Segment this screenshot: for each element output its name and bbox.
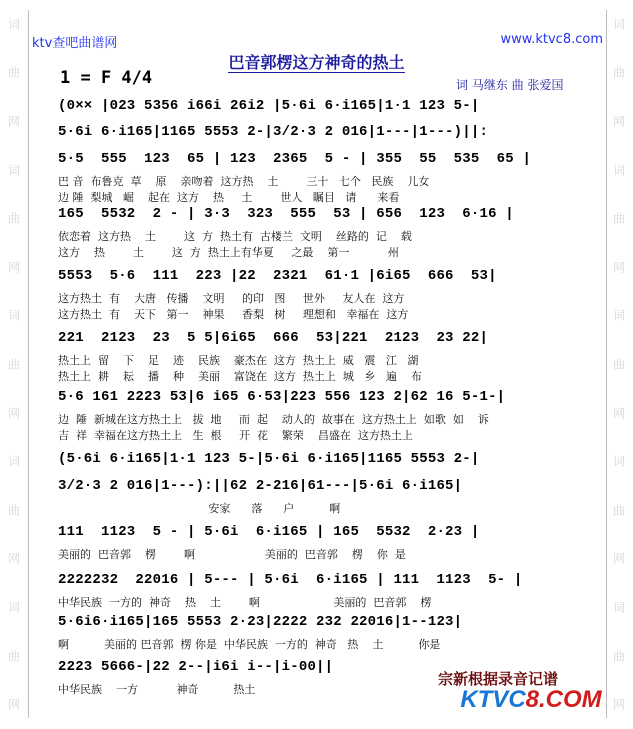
watermark-glyph: 曲: [6, 212, 21, 226]
notation-row: 5·6i 6·i165|1165 5553 2-|3/2·3 2 016|1---|1---)||:: [58, 124, 489, 140]
left-watermark-column: [0, 0, 28, 729]
svg-text:KTVC8.COM: KTVC8.COM: [460, 686, 602, 712]
watermark-glyph: 曲: [611, 357, 626, 371]
watermark-glyph: 曲: [611, 212, 626, 226]
notation-row: 3/2·3 2 016|1---):||62 2-216|61---|5·6i 6·i165|: [58, 478, 463, 494]
watermark-glyph: 曲: [611, 503, 626, 517]
watermark-glyph: 词: [611, 600, 626, 614]
watermark-glyph: 词: [611, 455, 626, 469]
song-title: 巴音郭楞这方神奇的热土: [228, 53, 405, 72]
watermark-glyph: 网: [6, 698, 21, 712]
watermark-glyph: 网: [611, 698, 626, 712]
watermark-glyph: 词: [6, 455, 21, 469]
ktvc8-logo: [458, 684, 604, 712]
watermark-glyph: 词: [611, 17, 626, 31]
watermark-glyph: 曲: [6, 503, 21, 517]
notation-row: 165 5532 2 - | 3·3 323 555 53 | 656 123 6·16 |: [58, 206, 514, 222]
lyric-line: 热土上 留 下 足 迹 民族 豪杰在 这方 热土上 威 震 江 湖: [58, 354, 419, 367]
lyric-line: 边 陲 新城在这方热土上 拔 地 而 起 动人的 故事在 这方热土上 如歌 如 诉: [58, 413, 489, 426]
lyric-line: 依恋着 这方热 土 这 方 热土有 古楼兰 文明 丝路的 记 载: [58, 230, 412, 243]
transcriber-note: 宗新根据录音记谱: [438, 670, 559, 688]
watermark-glyph: 词: [6, 17, 21, 31]
key-signature: 1 = F 4/4: [60, 68, 153, 88]
notation-row: 111 1123 5 - | 5·6i 6·i165 | 165 5532 2·23 |: [58, 524, 480, 540]
watermark-glyph: 曲: [6, 357, 21, 371]
watermark-glyph: 曲: [611, 66, 626, 80]
watermark-glyph: 词: [6, 309, 21, 323]
lyric-line: 热土上 耕 耘 播 种 美丽 富饶在 这方 热土上 城 乡 遍 布: [58, 370, 422, 383]
credits: 词 马继东 曲 张爱国: [456, 78, 564, 92]
notation-row: 5553 5·6 111 223 |22 2321 61·1 |6i65 666 53|: [58, 268, 497, 284]
notation-row: 2223 5666-|22 2--|i6i i--|i-00||: [58, 659, 334, 675]
lyric-line: 安家 落 户 啊: [58, 502, 341, 515]
watermark-glyph: 网: [6, 552, 21, 566]
lyric-line: 这方热土 有 大唐 传播 文明 的印 图 世外 友人在 这方: [58, 292, 405, 305]
watermark-glyph: 网: [6, 260, 21, 274]
notation-row: (5·6i 6·i165|1·1 123 5-|5·6i 6·i165|1165 5553 2-|: [58, 451, 480, 467]
watermark-glyph: 网: [611, 552, 626, 566]
watermark-glyph: 网: [611, 260, 626, 274]
site-name: ktv查吧曲谱网: [32, 36, 118, 51]
right-watermark-column: [605, 0, 633, 729]
lyric-line: 美丽的 巴音郭 楞 啊 美丽的 巴音郭 楞 你 是: [58, 548, 406, 561]
notation-row: 2222232 22016 | 5--- | 5·6i 6·i165 | 111 1123 5- |: [58, 572, 523, 588]
watermark-glyph: 词: [611, 163, 626, 177]
watermark-glyph: 曲: [6, 66, 21, 80]
notation-row: 5·5 555 123 65 | 123 2365 5 - | 355 55 535 65 |: [58, 151, 532, 167]
notation-row: 5·6i6·i165|165 5553 2·23|2222 232 22016|1--123|: [58, 614, 463, 630]
notation-row: 5·6 161 2223 53|6 i65 6·53|223 556 123 2|62 16 5-1-|: [58, 389, 506, 405]
watermark-glyph: 曲: [6, 649, 21, 663]
lyric-line: 中华民族 一方 神奇 热土: [58, 683, 256, 696]
lyric-line: 吉 祥 幸福在这方热土上 生 根 开 花 繁荣 昌盛在 这方热土上: [58, 429, 413, 442]
lyric-line: 这方 热 土 这 方 热土上有华夏 之最 第一 州: [58, 246, 399, 259]
notation-row: (0×× |023 5356 i66i 26i2 |5·6i 6·i165|1·1 123 5-|: [58, 98, 480, 114]
watermark-glyph: 网: [6, 114, 21, 128]
lyric-line: 巴 音 布鲁克 草 原 亲吻着 这方热 土 三十 七个 民族 儿女: [58, 175, 430, 188]
lyric-line: 边 陲 梨城 崛 起在 这方 热 土 世人 瞩目 请 来看: [58, 191, 400, 204]
site-url: www.ktvc8.com: [500, 32, 603, 47]
watermark-glyph: 网: [611, 114, 626, 128]
watermark-glyph: 网: [6, 406, 21, 420]
watermark-glyph: 词: [611, 309, 626, 323]
lyric-line: 中华民族 一方的 神奇 热 土 啊 美丽的 巴音郭 楞: [58, 596, 432, 609]
watermark-glyph: 曲: [611, 649, 626, 663]
lyric-line: 啊 美丽的 巴音郭 楞 你是 中华民族 一方的 神奇 热 土 你是: [58, 638, 441, 651]
watermark-glyph: 网: [611, 406, 626, 420]
watermark-glyph: 词: [6, 163, 21, 177]
notation-row: 221 2123 23 5 5|6i65 666 53|221 2123 23 22|: [58, 330, 489, 346]
watermark-glyph: 词: [6, 600, 21, 614]
lyric-line: 这方热土 有 天下 第一 神果 香梨 树 理想和 幸福在 这方: [58, 308, 409, 321]
